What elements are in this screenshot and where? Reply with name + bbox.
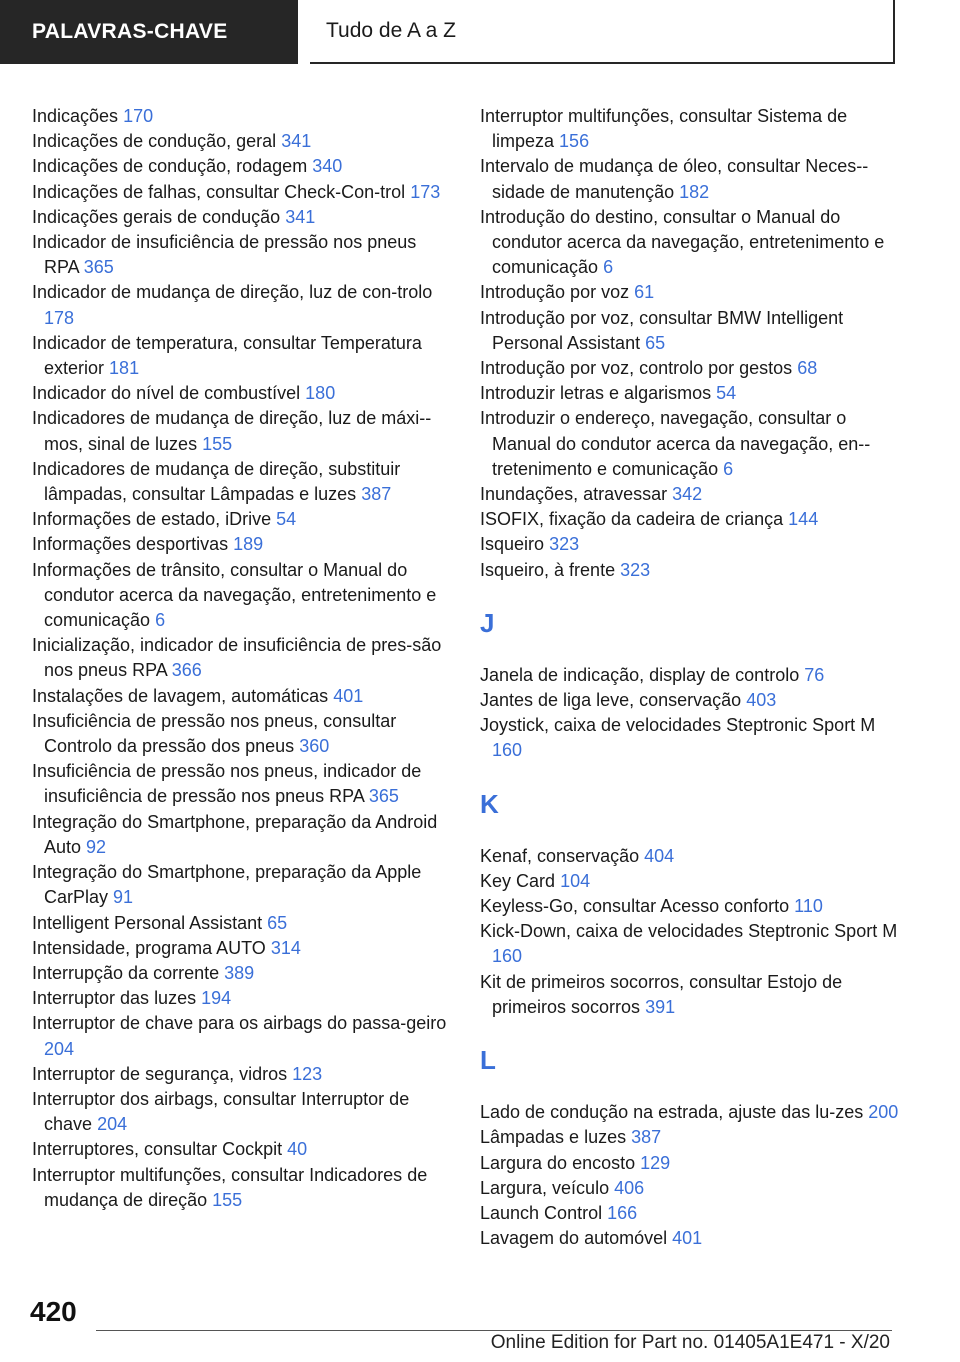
index-entry-text: Introdução do destino, consultar o Manual do condutor acerca da navegação, entretenimento e comunicação (480, 206, 885, 278)
index-entry-text: Key Card (480, 870, 556, 891)
index-entry-text: Informações de estado, iDrive (32, 509, 272, 530)
index-entry (32, 936, 452, 961)
index-entry-text: Integração do Smartphone, preparação da Android Auto (32, 811, 438, 857)
index-entry-text: Launch Control (480, 1202, 603, 1223)
page-reference-link[interactable]: 189 (233, 534, 264, 555)
page-reference-link[interactable]: 181 (109, 358, 140, 379)
page-reference-link[interactable]: 160 (492, 740, 523, 761)
page-reference-link[interactable]: 6 (155, 610, 166, 631)
page-reference-link[interactable]: 204 (97, 1114, 128, 1135)
index-entry (480, 306, 900, 356)
index-entry (480, 970, 900, 1020)
page-reference-link[interactable]: 170 (123, 106, 154, 126)
index-entry-text: Intervalo de mudança de óleo, consultar Neces-sidade de manutenção (480, 156, 869, 202)
page-reference-link[interactable]: 391 (645, 996, 676, 1017)
index-entry-text: Interruptor multifunções, consultar Sistema de limpeza (480, 106, 848, 152)
index-entry-text: Introdução por voz (480, 282, 630, 303)
page-reference-link[interactable]: 180 (305, 383, 336, 404)
index-entry-text: Lado de condução na estrada, ajuste das lu-zes (480, 1102, 864, 1123)
index-entry (480, 663, 900, 688)
index-entry (32, 205, 452, 230)
index-entry-text: Introdução por voz, controlo por gestos (480, 358, 793, 379)
page-reference-link[interactable]: 403 (746, 690, 777, 711)
index-entry (480, 688, 900, 713)
index-entry (32, 709, 452, 759)
index-entry (32, 331, 452, 381)
index-entry (32, 381, 452, 406)
page-reference-link[interactable]: 166 (607, 1202, 638, 1223)
page-reference-link[interactable]: 194 (201, 988, 232, 1009)
index-entry (480, 381, 900, 406)
index-entry-text: Jantes de liga leve, conservação (480, 690, 742, 711)
page-reference-link[interactable]: 156 (559, 131, 590, 152)
page-reference-link[interactable]: 76 (804, 664, 825, 685)
page-reference-link[interactable]: 366 (171, 660, 202, 681)
index-entry-text: Interruptor dos airbags, consultar Interruptor de chave (32, 1088, 410, 1135)
page-reference-link[interactable]: 155 (212, 1189, 243, 1210)
index-entry (480, 894, 900, 919)
index-entry-text: Interruptor de chave para os airbags do passa-geiro (32, 1013, 447, 1034)
index-letter-heading: L (480, 1045, 496, 1076)
index-entry-text: Intensidade, programa AUTO (32, 937, 266, 958)
index-entry-text: Interruptor de segurança, vidros (32, 1063, 288, 1084)
index-entry-text: Interruptores, consultar Cockpit (32, 1139, 283, 1160)
page-reference-link[interactable]: 54 (276, 509, 297, 530)
index-entry (480, 1226, 900, 1251)
index-entry-text: Kenaf, conservação (480, 845, 640, 866)
index-entry (480, 154, 900, 204)
index-column-right (480, 104, 900, 1251)
page-reference-link[interactable]: 92 (86, 836, 107, 857)
index-entry-text: Indicadores de mudança de direção, luz de máxi-mos, sinal de luzes (32, 408, 432, 454)
index-entry (480, 205, 900, 281)
index-letter-heading: J (480, 607, 495, 638)
index-entry-text: Interruptor multifunções, consultar Indicadores de mudança de direção (32, 1164, 428, 1210)
index-entry (480, 1201, 900, 1226)
page-reference-link[interactable]: 342 (672, 484, 703, 505)
index-entry (480, 104, 900, 154)
index-entry (480, 1100, 900, 1125)
index-entry-text: Insuficiência de pressão nos pneus, indicador de insuficiência de pressão nos pneus RPA (32, 761, 422, 807)
page-reference-link[interactable]: 389 (224, 962, 255, 983)
page-reference-link[interactable]: 387 (631, 1127, 662, 1148)
index-entry (32, 759, 452, 809)
index-entry-text: Instalações de lavagem, automáticas (32, 685, 329, 706)
index-entry-text: Intelligent Personal Assistant (32, 912, 263, 933)
index-entry-text: Indicações gerais de condução (32, 206, 281, 227)
index-entry (480, 507, 900, 532)
index-entry (480, 1151, 900, 1176)
index-entry (32, 129, 452, 154)
index-entry (480, 558, 900, 583)
page-reference-link[interactable]: 173 (410, 181, 441, 202)
index-entry-text: Introdução por voz, consultar BMW Intelligent Personal Assistant (480, 307, 844, 353)
page-reference-link[interactable]: 40 (287, 1139, 308, 1160)
page-reference-link[interactable]: 104 (560, 870, 591, 891)
page-reference-link[interactable]: 387 (361, 484, 392, 505)
page-number: 420 (30, 1296, 77, 1327)
page-reference-link[interactable]: 323 (620, 559, 651, 580)
page-reference-link[interactable]: 144 (788, 509, 819, 530)
page-reference-link[interactable]: 65 (267, 912, 288, 933)
index-entry (32, 1163, 452, 1213)
index-entry (480, 406, 900, 482)
index-entry (480, 1176, 900, 1201)
index-entry (480, 919, 900, 969)
page-reference-link[interactable]: 110 (794, 896, 823, 917)
index-entry-text: Largura, veículo (480, 1177, 610, 1198)
index-entry (32, 558, 452, 634)
index-entry-text: Largura do encosto (480, 1152, 636, 1173)
index-entry-text: Interrupção da corrente (32, 962, 220, 983)
index-entry-text: Indicações (32, 106, 119, 126)
page-header (0, 0, 960, 66)
page-reference-link[interactable]: 401 (672, 1228, 703, 1249)
index-entry-text: Introduzir o endereço, navegação, consultar o Manual do condutor acerca da navegação, en-tretenimento e comunicação (480, 408, 871, 479)
index-entry (32, 406, 452, 456)
footer-divider (96, 1330, 892, 1331)
index-entry (480, 1125, 900, 1150)
page-reference-link[interactable]: 341 (281, 131, 312, 152)
index-entry-text: Lâmpadas e luzes (480, 1127, 627, 1148)
page-reference-link[interactable]: 65 (645, 332, 666, 353)
index-entry (32, 911, 452, 936)
page-reference-link[interactable]: 341 (285, 206, 316, 227)
index-entry (480, 280, 900, 305)
index-entry (480, 532, 900, 557)
index-letter-heading: K (480, 788, 499, 819)
index-entry-text: Janela de indicação, display de controlo (480, 664, 800, 685)
index-entry (32, 180, 452, 205)
index-entry-text: Indicações de condução, geral (32, 131, 277, 152)
index-entry (32, 633, 452, 683)
index-entry-text: Kick-Down, caixa de velocidades Steptronic Sport M (480, 921, 898, 942)
index-entry-text: Kit de primeiros socorros, consultar Estojo de primeiros socorros (480, 971, 843, 1017)
page-reference-link[interactable]: 204 (44, 1038, 75, 1059)
index-entry-text: Indicador do nível de combustível (32, 383, 301, 404)
page-reference-link[interactable]: 182 (679, 181, 710, 202)
index-entry (32, 230, 452, 280)
page-reference-link[interactable]: 406 (614, 1177, 645, 1198)
page-reference-link[interactable]: 160 (492, 946, 523, 967)
index-entry-text: Joystick, caixa de velocidades Steptronic Sport M (480, 715, 876, 736)
page-reference-link[interactable]: 401 (333, 685, 364, 706)
footer-edition: Online Edition for Part no. 01405A1E471 - X/20 (490, 1332, 890, 1353)
index-entry (32, 1087, 452, 1137)
index-entry-text: Informações desportivas (32, 534, 229, 555)
page-reference-link[interactable]: 323 (549, 534, 580, 555)
page-reference-link[interactable]: 365 (83, 257, 114, 278)
page-reference-link[interactable]: 178 (44, 307, 75, 328)
page-reference-link[interactable]: 314 (270, 937, 301, 958)
index-entry-text: Indicador de temperatura, consultar Temperatura exterior (32, 332, 422, 379)
index-entry-text: Indicações de condução, rodagem (32, 156, 308, 177)
index-entry (32, 104, 452, 129)
index-entry-text: Indicadores de mudança de direção, substituir lâmpadas, consultar Lâmpadas e luzes (32, 458, 401, 505)
index-entry-text: Inundações, atravessar (480, 484, 668, 505)
index-entry (32, 810, 452, 860)
index-entry-text: Isqueiro (480, 534, 545, 555)
page-reference-link[interactable]: 61 (634, 282, 655, 303)
section-tab: PALAVRAS-CHAVE (0, 0, 298, 64)
index-entry-text: Introduzir letras e algarismos (480, 383, 712, 404)
index-entry (32, 507, 452, 532)
page-reference-link[interactable]: 360 (299, 736, 330, 757)
index-entry (32, 1137, 452, 1162)
page-reference-link[interactable]: 365 (368, 786, 399, 807)
page-reference-link[interactable]: 54 (716, 383, 737, 404)
index-entry (32, 860, 452, 910)
index-entry (480, 713, 900, 763)
page-reference-link[interactable]: 6 (603, 257, 614, 278)
index-entry (32, 280, 452, 330)
index-entry (480, 869, 900, 894)
index-entry (32, 154, 452, 179)
page-reference-link[interactable]: 68 (797, 358, 818, 379)
page-reference-link[interactable]: 6 (723, 458, 734, 479)
index-entry (32, 684, 452, 709)
page-reference-link[interactable]: 155 (202, 433, 233, 454)
index-entry-text: ISOFIX, fixação da cadeira de criança (480, 509, 784, 530)
page-reference-link[interactable]: 129 (640, 1152, 671, 1173)
index-entry (480, 844, 900, 869)
index-entry (480, 482, 900, 507)
page-reference-link[interactable]: 404 (644, 845, 675, 866)
index-entry-text: Interruptor das luzes (32, 988, 197, 1009)
index-entry (32, 1011, 452, 1061)
index-entry-text: Integração do Smartphone, preparação da Apple CarPlay (32, 862, 422, 908)
page-reference-link[interactable]: 340 (312, 156, 343, 177)
index-entry (480, 356, 900, 381)
index-entry (32, 961, 452, 986)
index-entry (32, 986, 452, 1011)
index-entry-text: Isqueiro, à frente (480, 559, 616, 580)
index-entry-text: Indicador de mudança de direção, luz de con-trolo (32, 282, 433, 303)
index-entry-text: Keyless-Go, consultar Acesso conforto (480, 896, 790, 917)
index-entry (32, 457, 452, 507)
index-entry (32, 532, 452, 557)
index-column-left (32, 104, 452, 1213)
page-reference-link[interactable]: 123 (292, 1063, 323, 1084)
chapter-title: Tudo de A a Z (310, 0, 895, 64)
page-reference-link[interactable]: 91 (113, 887, 134, 908)
page-reference-link[interactable]: 200 (868, 1102, 899, 1123)
index-entry-text: Indicador de insuficiência de pressão nos pneus RPA (32, 232, 417, 278)
index-entry-text: Indicações de falhas, consultar Check-Con-trol (32, 181, 406, 202)
index-entry-text: Lavagem do automóvel (480, 1228, 668, 1249)
index-entry (32, 1062, 452, 1087)
index-entry-text: Informações de trânsito, consultar o Manual do condutor acerca da navegação, entretenimento e comunicação (32, 559, 437, 631)
index-entry-text: Inicialização, indicador de insuficiência de pres-são nos pneus RPA (32, 635, 442, 681)
index-entry-text: Insuficiência de pressão nos pneus, consultar Controlo da pressão dos pneus (32, 710, 397, 757)
